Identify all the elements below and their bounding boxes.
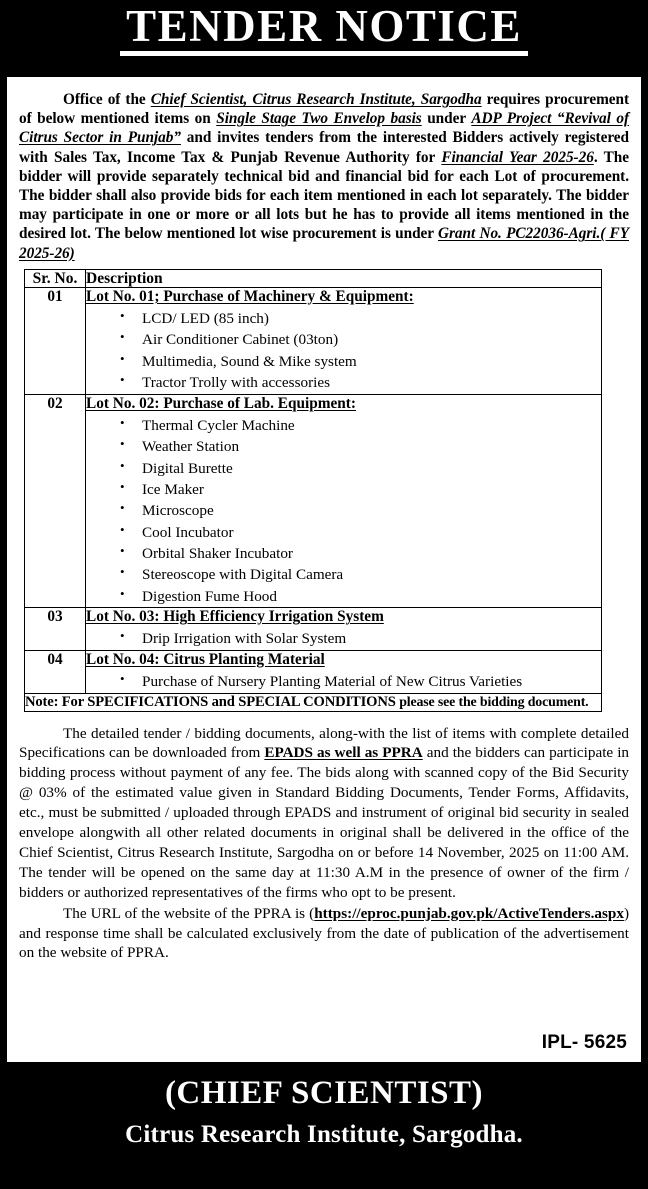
list-item: • Stereoscope with Digital Camera: [120, 564, 601, 585]
intro-paragraph: [19, 90, 629, 263]
par1-seg-b: and the bidders can participate in bidding process without payment of any fee. The bids along with scanned copy of the Bid Security @ 03% of the estimated value given in Standard Bidding Documents, Tender Forms, Affidavits, etc., must be submitted / uploaded through EPADS and instrument of original bid security in sealed envelope alongwith all other related documents in original shall be delivered in the office of the Chief Scientist, Citrus Research Institute, Sargodha on or before 14 November, 2025 on 11:00 AM. The tender will be opened on the same day at 11:30 A.M in the presence of owner of the firm / bidders or authorized representatives of the firms who opt to be present.: [19, 744, 630, 901]
lot-item-list: [86, 415, 601, 607]
list-item: • Drip Irrigation with Solar System: [120, 628, 601, 649]
list-item: • Orbital Shaker Incubator: [120, 543, 601, 564]
footer-designation: (CHIEF SCIENTIST): [164, 1075, 484, 1111]
row-description: [86, 608, 602, 651]
intro-seg-1: Office of the: [63, 91, 151, 108]
intro-emphasis-year: Financial Year 2025-26: [441, 148, 594, 166]
par2-seg-a: The URL of the website of the PPRA is (: [63, 904, 315, 922]
column-header-description: Description: [86, 269, 602, 287]
intro-emphasis-project: ADP Project “Revival of Citrus Sector in Punjab”: [19, 110, 630, 147]
table-row: [25, 650, 602, 693]
table-row: [25, 608, 602, 651]
lot-title: Lot No. 01; Purchase of Machinery & Equipment:: [86, 287, 414, 305]
document-sheet: [7, 77, 641, 1062]
row-sr-no: 04: [25, 650, 86, 693]
table-header-row: [25, 269, 602, 287]
list-item: • LCD/ LED (85 inch): [120, 308, 601, 329]
list-item: • Ice Maker: [120, 479, 601, 500]
lot-item-list: [86, 308, 601, 393]
intro-seg-4: and invites tenders from the interested Bidders actively registered with Sales Tax, Income Tax & Punjab Revenue Authority for: [19, 129, 629, 166]
column-header-sr-no: Sr. No.: [25, 269, 86, 287]
table-row: [25, 394, 602, 608]
intro-emphasis-office: Chief Scientist, Citrus Research Institute, Sargodha: [150, 91, 482, 108]
reference-code: IPL- 5625: [541, 1032, 627, 1053]
intro-seg-3: under: [421, 110, 472, 128]
lot-title: Lot No. 03: High Efficiency Irrigation System: [86, 608, 384, 626]
row-description: [86, 287, 602, 394]
list-item: • Multimedia, Sound & Mike system: [120, 351, 601, 372]
intro-seg-2: requires procurement of below mentioned items on: [19, 91, 630, 128]
epads-ppra-emphasis: EPADS as well as PPRA: [264, 744, 423, 762]
intro-seg-5: . The bidder will provide separately technical bid and financial bid for each Lot of procurement. The bidder shall also provide bids for each item mentioned in each lot separately. The bidder may participate in one or more or all lots but he has to provide all items mentioned in the desired lot. The below mentioned lot wise procurement is under: [19, 148, 629, 243]
list-item: • Air Conditioner Cabinet (03ton): [120, 329, 601, 350]
list-item: • Digital Burette: [120, 458, 601, 479]
lot-title: Lot No. 04: Citrus Planting Material: [86, 650, 325, 668]
table-note-row: [25, 693, 602, 711]
lot-item-list: [86, 628, 601, 649]
par2-seg-b: ) and response time shall be calculated exclusively from the date of publication of the advertisement on the website of PPRA.: [19, 904, 629, 962]
row-description: [86, 650, 602, 693]
par1-seg-a: The detailed tender / bidding documents, along-with the list of items with complete detailed Specifications can be downloaded from: [19, 724, 629, 762]
list-item: • Tractor Trolly with accessories: [120, 372, 601, 393]
note-prefix: Note: For SPECIFICATIONS and SPECIAL CONDITIONS: [25, 693, 400, 710]
intro-emphasis-basis: Single Stage Two Envelop basis: [216, 110, 422, 128]
lot-item-list: [86, 671, 601, 692]
footer-band: [0, 1062, 648, 1189]
header-band: [0, 0, 648, 77]
lot-title: Lot No. 02: Purchase of Lab. Equipment:: [86, 394, 356, 412]
list-item: • Cool Incubator: [120, 522, 601, 543]
intro-emphasis-grant: Grant No. PC22036-Agri.( FY 2025-26): [19, 225, 629, 262]
row-sr-no: 01: [25, 287, 86, 394]
list-item: • Weather Station: [120, 436, 601, 457]
list-item: • Purchase of Nursery Planting Material of New Citrus Varieties: [120, 671, 601, 692]
row-sr-no: 03: [25, 608, 86, 651]
lot-items-table: [24, 269, 602, 712]
ppra-url-paragraph: [19, 904, 629, 964]
list-item: • Digestion Fume Hood: [120, 586, 601, 607]
row-sr-no: 02: [25, 394, 86, 608]
note-suffix: please see the bidding document.: [399, 694, 589, 710]
table-row: [25, 287, 602, 394]
specifications-note: [25, 693, 602, 711]
list-item: • Microscope: [120, 500, 601, 521]
ppra-url-link[interactable]: https://eproc.punjab.gov.pk/ActiveTenders.aspx: [314, 904, 624, 922]
page-title: TENDER NOTICE: [120, 4, 528, 56]
row-description: [86, 394, 602, 608]
footer-institute: Citrus Research Institute, Sargodha.: [125, 1120, 523, 1148]
lower-text-block: [19, 724, 629, 964]
list-item: • Thermal Cycler Machine: [120, 415, 601, 436]
bidding-documents-paragraph: [19, 724, 629, 903]
